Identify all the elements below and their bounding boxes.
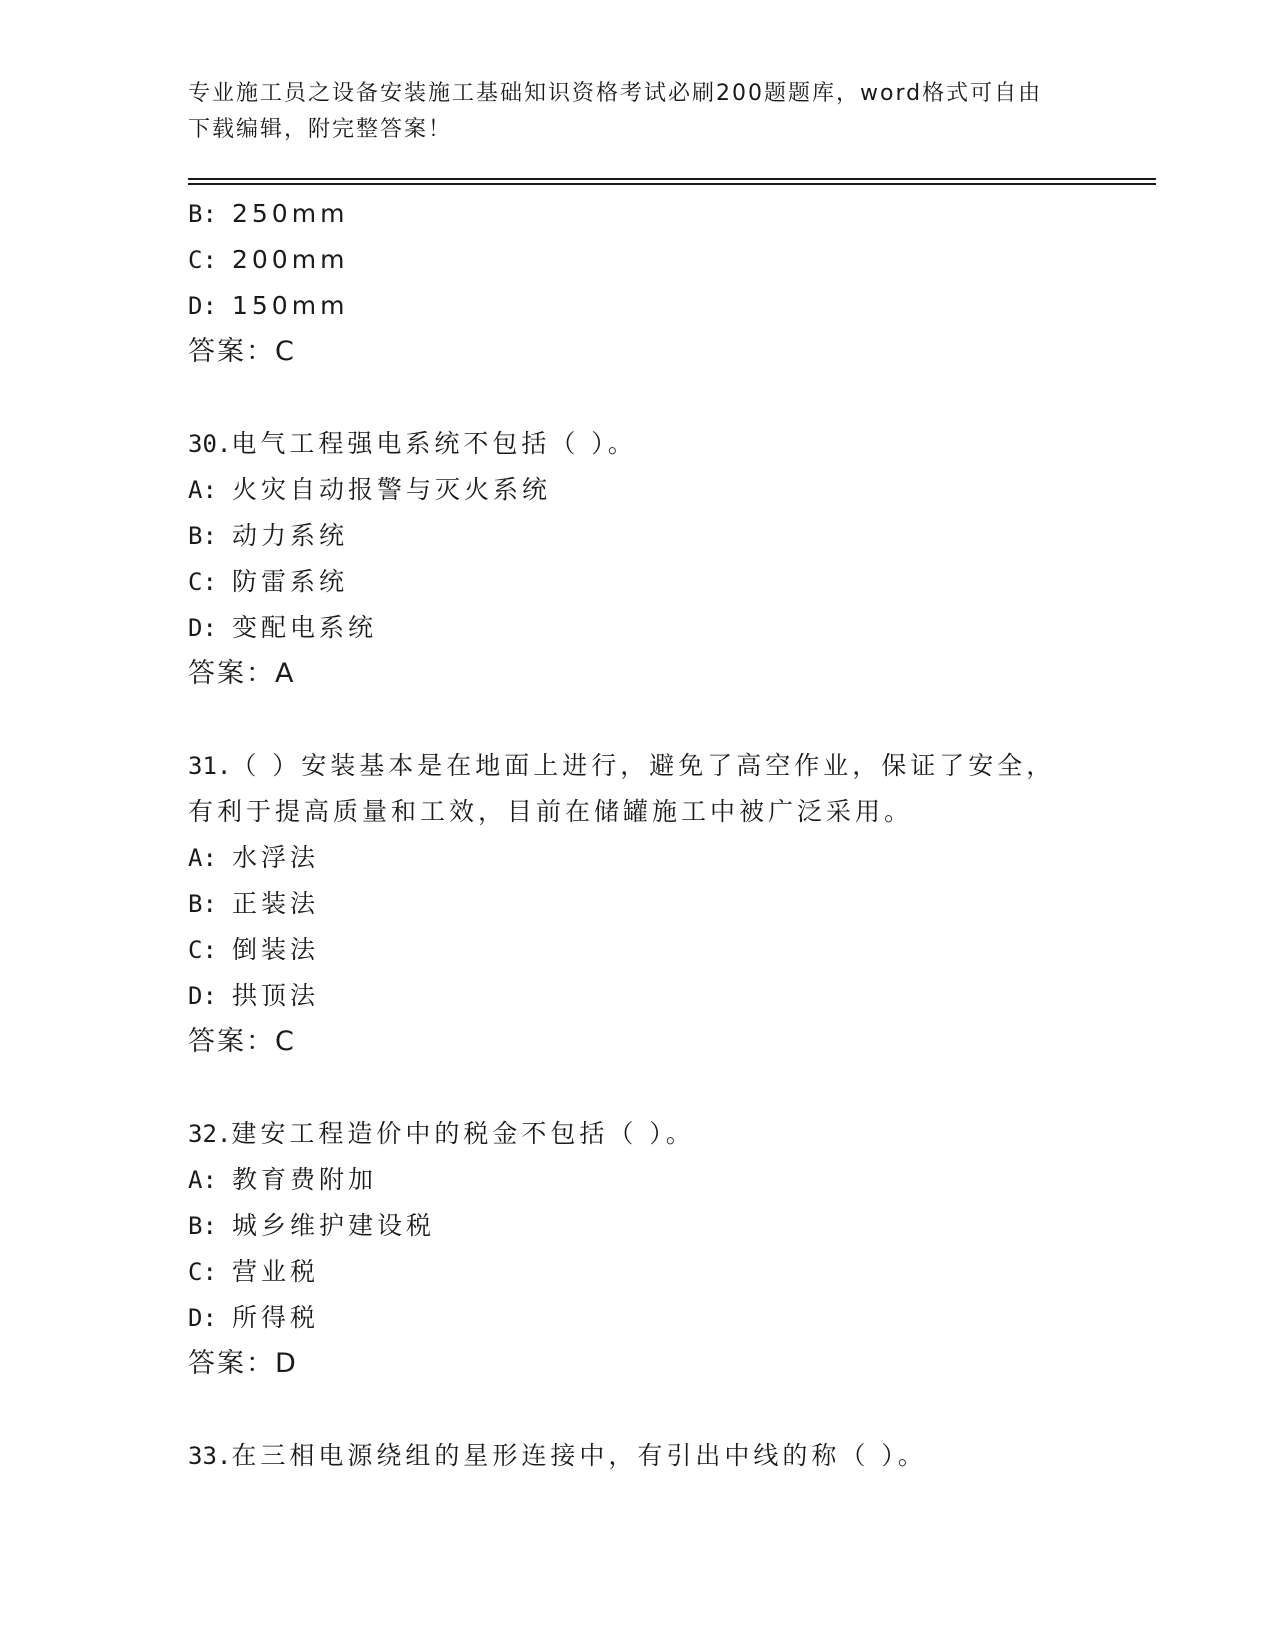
option-text: 变配电系统: [232, 613, 378, 642]
question-block-29: [188, 191, 1088, 375]
option-letter: B:: [188, 890, 217, 918]
option-text: 正装法: [232, 889, 320, 918]
option-b: [188, 1203, 1088, 1249]
option-text: 动力系统: [232, 521, 349, 550]
option-text: 150mm: [232, 291, 349, 320]
option-text: 所得税: [232, 1303, 320, 1332]
option-a: [188, 467, 1088, 513]
question-stem: [188, 421, 1088, 467]
question-block-33: [188, 1433, 1088, 1479]
option-letter: A:: [188, 844, 217, 872]
question-stem: [188, 1111, 1088, 1157]
option-letter: D:: [188, 292, 217, 320]
question-number: 33.: [188, 1442, 232, 1470]
question-block-32: [188, 1111, 1088, 1387]
question-number: 32.: [188, 1120, 232, 1148]
option-d: [188, 1295, 1088, 1341]
option-c: [188, 559, 1088, 605]
question-number: 30.: [188, 430, 232, 458]
option-text: 拱顶法: [232, 981, 320, 1010]
header-title-line-1: 专业施工员之设备安装施工基础知识资格考试必刷200题题库，word格式可自由: [188, 81, 1043, 106]
option-letter: A:: [188, 476, 217, 504]
option-b: [188, 191, 1088, 237]
option-text: 营业税: [232, 1257, 320, 1286]
option-a: [188, 835, 1088, 881]
answer-line: 答案：C: [188, 336, 296, 367]
option-letter: C:: [188, 1258, 217, 1286]
option-text: 火灾自动报警与灭火系统: [232, 475, 552, 504]
option-c: [188, 1249, 1088, 1295]
option-a: [188, 1157, 1088, 1203]
option-d: [188, 605, 1088, 651]
header-rule-bottom: [188, 183, 1156, 185]
header-title-line-2: 下载编辑，附完整答案！: [188, 117, 453, 142]
answer-line: 答案：A: [188, 658, 296, 689]
question-text: 在三相电源绕组的星形连接中，有引出中线的称（ ）。: [231, 1441, 927, 1470]
question-text: 建安工程造价中的税金不包括（ ）。: [231, 1119, 695, 1148]
option-b: [188, 881, 1088, 927]
option-letter: C:: [188, 246, 217, 274]
option-c: [188, 237, 1088, 283]
option-letter: B:: [188, 1212, 217, 1240]
option-letter: B:: [188, 522, 217, 550]
question-list: [188, 191, 1088, 1479]
header-rule-top: [188, 178, 1156, 180]
answer-line: 答案：D: [188, 1348, 298, 1379]
question-text: 电气工程强电系统不包括（ ）。: [231, 429, 637, 458]
answer-line: 答案：C: [188, 1026, 296, 1057]
question-stem: [188, 743, 1088, 789]
option-c: [188, 927, 1088, 973]
option-letter: A:: [188, 1166, 217, 1194]
option-d: [188, 973, 1088, 1019]
question-stem-continued: 有利于提高质量和工效，目前在储罐施工中被广泛采用。: [188, 797, 914, 826]
option-text: 200mm: [232, 245, 349, 274]
option-text: 倒装法: [232, 935, 320, 964]
option-text: 防雷系统: [232, 567, 349, 596]
option-text: 250mm: [232, 199, 349, 228]
option-b: [188, 513, 1088, 559]
option-text: 水浮法: [232, 843, 320, 872]
option-text: 教育费附加: [232, 1165, 378, 1194]
option-letter: D:: [188, 1304, 217, 1332]
option-letter: B:: [188, 200, 217, 228]
option-d: [188, 283, 1088, 329]
document-header: [188, 76, 1088, 148]
question-number: 31.: [188, 752, 232, 780]
question-block-30: [188, 421, 1088, 697]
option-letter: C:: [188, 936, 217, 964]
option-letter: D:: [188, 982, 217, 1010]
option-letter: C:: [188, 568, 217, 596]
question-block-31: [188, 743, 1088, 1065]
question-text: （ ）安装基本是在地面上进行，避免了高空作业，保证了安全，: [231, 751, 1056, 780]
option-letter: D:: [188, 614, 217, 642]
option-text: 城乡维护建设税: [232, 1211, 436, 1240]
question-stem: [188, 1433, 1088, 1479]
